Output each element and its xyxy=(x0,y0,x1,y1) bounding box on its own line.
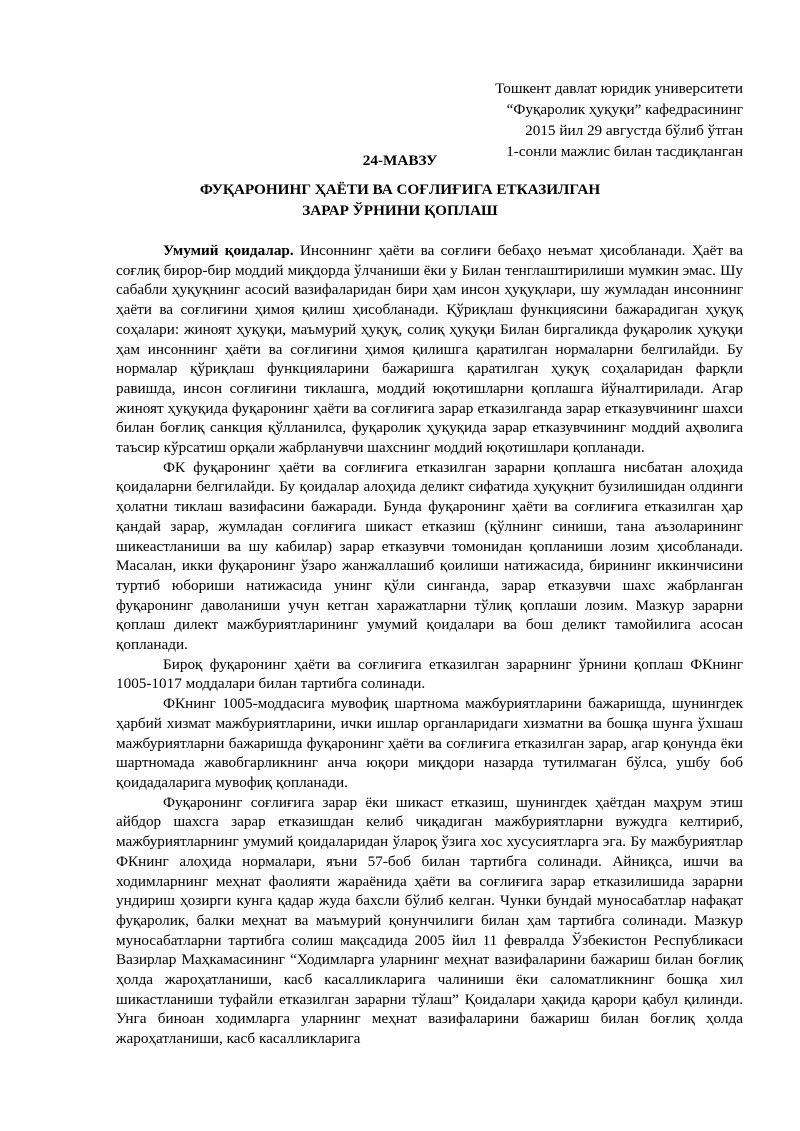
title-line-2: ЗАРАР ЎРНИНИ ҚОПЛАШ xyxy=(302,202,498,219)
paragraph: Бироқ фуқаронинг ҳаёти ва соғлиғига етказилган зарарнинг ўрнини қоплаш ФКнинг 1005-1017 моддалари билан тартибга солинади. xyxy=(116,655,743,693)
page-title xyxy=(0,179,800,221)
paragraph xyxy=(116,241,743,458)
section-heading: Умумий қоидалар. xyxy=(163,242,294,259)
header-line-department: “Фуқаролик ҳуқуқи” кафедрасининг xyxy=(506,101,743,118)
paragraph: ФК фуқаронинг ҳаёти ва соғлиғига етказилган зарарни қоплашга нисбатан алоҳида қоидаларни белгилайди. Бу қоидалар алоҳида деликт сифатида ҳуқуқнит бузилишидан олдинги ҳолатни тиклаш вазифасини бажаради. Бунда фуқаронинг ҳаёти ва соғлиғига етказилган ҳар қандай зарар, жумладан соғлиғига шикаст етказиш (қўлнинг синиши, тана аъзоларининг шикеастланиши ва шу кабилар) зарар етказувчи томонидан қопланиши лозим ҳисобланади. Масалан, икки фуқаронинг ўзаро жанжаллашиб қоилиши натижасида, бирининг иккинчисини туртиб юбориши натижасида унинг қўли синганда, зарар етказувчи шахс жабрланган фуқаронинг даволаниши учун кетган харажатларни тўлиқ қоплаши лозим. Мазкур зарарни қоплаш дилект мажбуриятларининг умумий қоидалари ва бош деликт тамойилига асосан қопланади. xyxy=(116,458,743,654)
header-line-university: Тошкент давлат юридик университети xyxy=(495,80,743,97)
body-text xyxy=(116,241,743,1049)
paragraph: ФКнинг 1005-моддасига мувофиқ шартнома мажбуриятларини бажаришда, шунингдек ҳарбий хизмат мажбуриятларини, ички ишлар органларидаги хизматни ва бошқа шунга ўхшаш мажбуриятларни бажаришда фуқаронинг ҳаёти ва соғлиғига етказилган зарар, агар қонунда ёки шартномада жавобгарликнинг анча юқори миқдори назарда тутилмаган бўлса, ушбу боб қоидадаларига мувофиқ қопланади. xyxy=(116,695,743,791)
header-line-meeting-date: 2015 йил 29 августда бўлиб ўтган xyxy=(525,122,743,139)
header-line-approval: 1-сонли мажлис билан тасдиқланган xyxy=(506,143,743,160)
topic-number: 24-МАВЗУ xyxy=(362,152,438,169)
paragraph: Фуқаронинг соғлиғига зарар ёки шикаст етказиш, шунингдек ҳаётдан маҳрум этиш айбдор шахсга зарар етказишдан келиб чиқадиган мажбуриятларни вужудга келтириб, мажбуриятларнинг умумий қоидаларидан ўлароқ ўзига хос хусусиятларга эга. Бу мажбуриятлар ФКнинг алоҳида нормалари, яъни 57-боб билан тартибга солинади. Айниқса, ишчи ва ходимларнинг меҳнат фаолияти жараёнида ҳаёти ва соғлиғига зарар етказилишида зарарни ундириш ҳозирги кунга қадар жуда бахсли бўлиб келган. Чунки бундай муносабатлар нафақат фуқаролик, балки меҳнат ва маъмурий қонунчилиги билан ҳам тартибга солинади. Мазкур муносабатларни тартибга солиш мақсадида 2005 йил 11 февралда Ўзбекистон Республикаси Вазирлар Маҳкамасининг “Ходимларга уларнинг меҳнат вазифаларини бажариш билан боғлиқ ҳолда жароҳатланиши, касб касалликларига чалиниши ёки саломатликнинг бошқа хил шикастланиши туфайли етказилган зарарни тўлаш” Қоидалари ҳақида қарори қабул қилинди. Унга биноан ходимларга уларнинг меҳнат вазифаларини бажариш билан боғлиқ ҳолда жароҳатланиши, касб касалликларига xyxy=(116,793,743,1048)
paragraph-text: Инсоннинг ҳаёти ва соғлиғи бебаҳо неъмат ҳисобланади. Ҳаёт ва соғлиқ бирор-бир моддий миқдорда ўлчаниши ёки у Билан тенглаштирилиши мумкин эмас. Шу сабабли ҳуқуқнинг асосий вазифаларидан бири ҳам инсон ҳуқуқлари, шу жумладан инсоннинг ҳаёти ва соғлиғини ҳимоя қилиш ҳисобланади. Қўриқлаш функциясини бажарадиган ҳуқуқ соҳалари: жиноят ҳуқуқи, маъмурий ҳуқуқ, солиқ ҳуқуқи Билан биргаликда фуқаролик ҳуқуқи ҳам инсоннинг ҳаёти ва соғлиғини ҳимоя қилишга қаратилган нормаларни белгилайди. Бу нормалар қўриқлаш функцияларини бажаришга қаратилган ҳуқуқ соҳаларидан фарқли равишда, инсон соғлиғини тиклашга, моддий юқотишларни қоплашга йўналтирилади. Агар жиноят ҳуқуқида фуқаронинг ҳаёти ва соғлиғига зарар етказилганда зарар етказувчининг шахси билан боғлиқ санкция қўлланилса, фуқаролик ҳуқуқида зарар етказувчининг моддий аҳволига таъсир кўрсатиш орқали жабрланувчи шахснинг моддий юқотишлари қопланади. xyxy=(116,242,744,457)
title-line-1: ФУҚАРОНИНГ ҲАЁТИ ВА СОҒЛИҒИГА ЕТКАЗИЛГАН xyxy=(199,181,601,198)
